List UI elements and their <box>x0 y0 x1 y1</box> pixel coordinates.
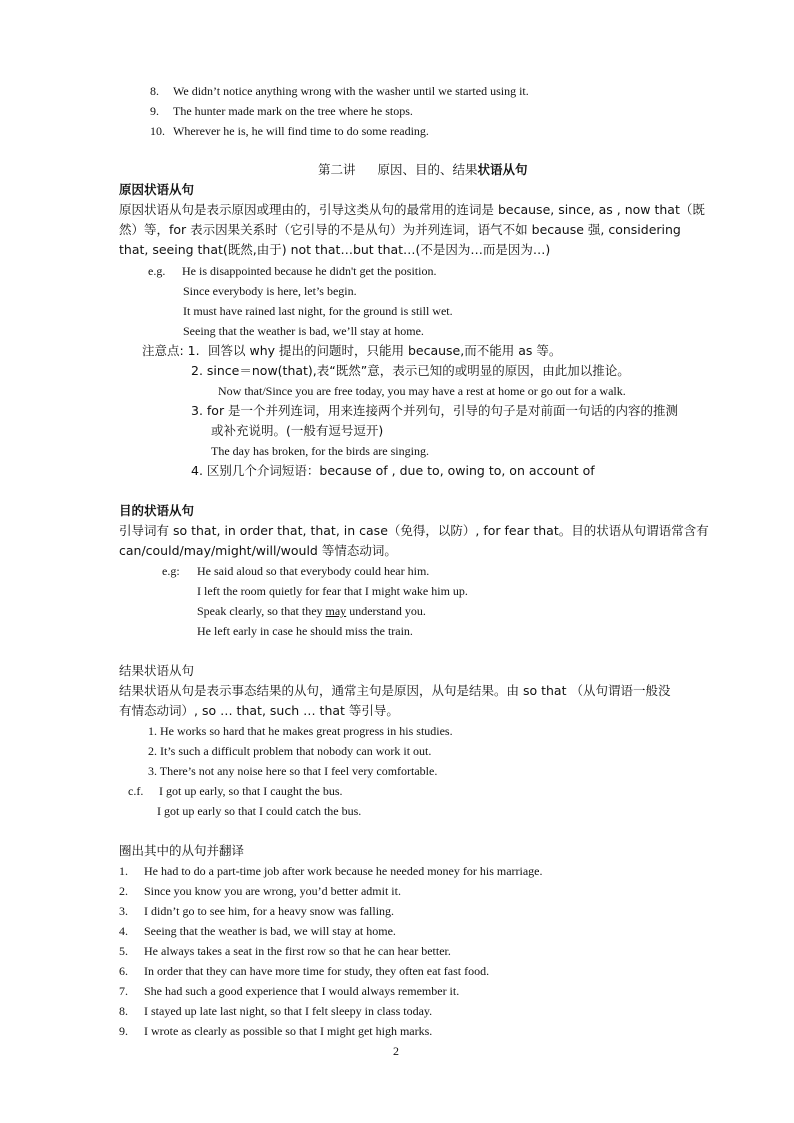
eg-label: e.g. <box>148 264 166 278</box>
exercise-number: 1. <box>119 864 128 878</box>
exercise-sentence: She had such a good experience that I would always remember it. <box>144 984 460 998</box>
list-item <box>150 102 159 120</box>
exercise-sentence: Since you know you are wrong, you’d better admit it. <box>144 884 401 898</box>
example-sentence: I got up early so that I could catch the bus. <box>157 804 362 818</box>
underlined-word: may <box>325 604 347 618</box>
example-sentence: He left early in case he should miss the train. <box>197 624 413 638</box>
example-sentence: I got up early, so that I caught the bus. <box>159 784 343 798</box>
exercise-number: 3. <box>119 904 128 918</box>
exercise-sentence: I didn’t go to see him, for a heavy snow was falling. <box>144 904 395 918</box>
paragraph-line: 结果状语从句是表示事态结果的从句，通常主句是原因，从句是结果。由 so that （从句谓语一般没 <box>119 683 671 698</box>
exercise-sentence: Seeing that the weather is bad, we will stay at home. <box>144 924 396 938</box>
list-item <box>150 82 159 100</box>
example-sentence <box>197 602 426 620</box>
note-text: 2. since＝now(that),表“既然”意，表示已知的或明显的原因，由此加以推论。 <box>191 363 630 378</box>
paragraph-line: 引导词有 so that, in order that, that, in case（免得，以防）, for fear that。目的状语从句谓语常含有 <box>119 523 709 538</box>
list-item-text: We didn’t notice anything wrong with the washer until we started using it. <box>173 84 529 98</box>
paragraph-line: can/could/may/might/will/would 等情态动词。 <box>119 543 397 558</box>
paragraph-line: that, seeing that(既然,由于) not that…but that…(不是因为…而是因为…) <box>119 242 551 257</box>
example-sentence: The day has broken, for the birds are singing. <box>211 444 429 458</box>
example-sentence: Since everybody is here, let’s begin. <box>183 284 357 298</box>
note-text: 回答以 why 提出的问题时，只能用 because,而不能用 as 等。 <box>208 343 562 358</box>
exercise-sentence: I stayed up late last night, so that I felt sleepy in class today. <box>144 1004 433 1018</box>
example-sentence: 1. He works so hard that he makes great progress in his studies. <box>148 724 453 738</box>
section-heading-result: 结果状语从句 <box>119 663 195 678</box>
example-sentence: He is disappointed because he didn't get the position. <box>182 264 437 278</box>
section-heading-purpose: 目的状语从句 <box>119 503 195 518</box>
exercise-sentence: He always takes a seat in the first row so that he can hear better. <box>144 944 451 958</box>
exercise-number: 6. <box>119 964 128 978</box>
example-part: understand you. <box>346 604 426 618</box>
example-sentence: 2. It’s such a difficult problem that nobody can work it out. <box>148 744 432 758</box>
exercise-sentence: He had to do a part-time job after work because he needed money for his marriage. <box>144 864 543 878</box>
exercise-number: 4. <box>119 924 128 938</box>
exercise-sentence: I wrote as clearly as possible so that I might get high marks. <box>144 1024 433 1038</box>
example-part: Speak clearly, so that they <box>197 604 326 618</box>
section-heading-cause: 原因状语从句 <box>119 182 195 197</box>
example-sentence: Seeing that the weather is bad, we’ll stay at home. <box>183 324 424 338</box>
example-sentence: He said aloud so that everybody could hear him. <box>197 564 430 578</box>
page-number: 2 <box>393 1044 399 1058</box>
note-text: 4. 区别几个介词短语：because of , due to, owing to, on account of <box>191 463 595 478</box>
example-sentence: 3. There’s not any noise here so that I feel very comfortable. <box>148 764 438 778</box>
list-number: 9. <box>150 104 159 118</box>
eg-label: e.g: <box>162 564 180 578</box>
list-number: 10. <box>150 124 165 138</box>
paragraph-line: 有情态动词）, so … that, such … that 等引导。 <box>119 703 399 718</box>
cf-label: c.f. <box>128 784 144 798</box>
list-item-text: The hunter made mark on the tree where he stops. <box>173 104 413 118</box>
exercise-number: 8. <box>119 1004 128 1018</box>
exercise-sentence: In order that they can have more time for study, they often eat fast food. <box>144 964 490 978</box>
lecture-topic-bold: 状语从句 <box>477 162 528 177</box>
exercise-number: 5. <box>119 944 128 958</box>
note-label: 注意点: 1. <box>142 343 200 358</box>
lecture-topic: 原因、目的、结果 <box>377 162 478 177</box>
list-item <box>150 122 165 140</box>
note-text: 3. for 是一个并列连词，用来连接两个并列句，引导的句子是对前面一句话的内容的推测 <box>191 403 679 418</box>
list-item-text: Wherever he is, he will find time to do some reading. <box>173 124 429 138</box>
paragraph-line: 然）等，for 表示因果关系时（它引导的不是从句）为并列连词，语气不如 because 强, considering <box>119 222 681 237</box>
exercise-number: 2. <box>119 884 128 898</box>
exercise-heading: 圈出其中的从句并翻译 <box>119 843 245 858</box>
lecture-title <box>318 161 528 179</box>
exercise-number: 7. <box>119 984 128 998</box>
example-sentence: I left the room quietly for fear that I might wake him up. <box>197 584 468 598</box>
lecture-number: 第二讲 <box>318 162 356 177</box>
example-sentence: It must have rained last night, for the ground is still wet. <box>183 304 453 318</box>
paragraph-line: 原因状语从句是表示原因或理由的，引导这类从句的最常用的连词是 because, since, as , now that（既 <box>119 202 705 217</box>
list-number: 8. <box>150 84 159 98</box>
exercise-number: 9. <box>119 1024 128 1038</box>
example-sentence: Now that/Since you are free today, you may have a rest at home or go out for a walk. <box>218 384 626 398</box>
note-text: 或补充说明。(一般有逗号逗开) <box>211 423 384 438</box>
